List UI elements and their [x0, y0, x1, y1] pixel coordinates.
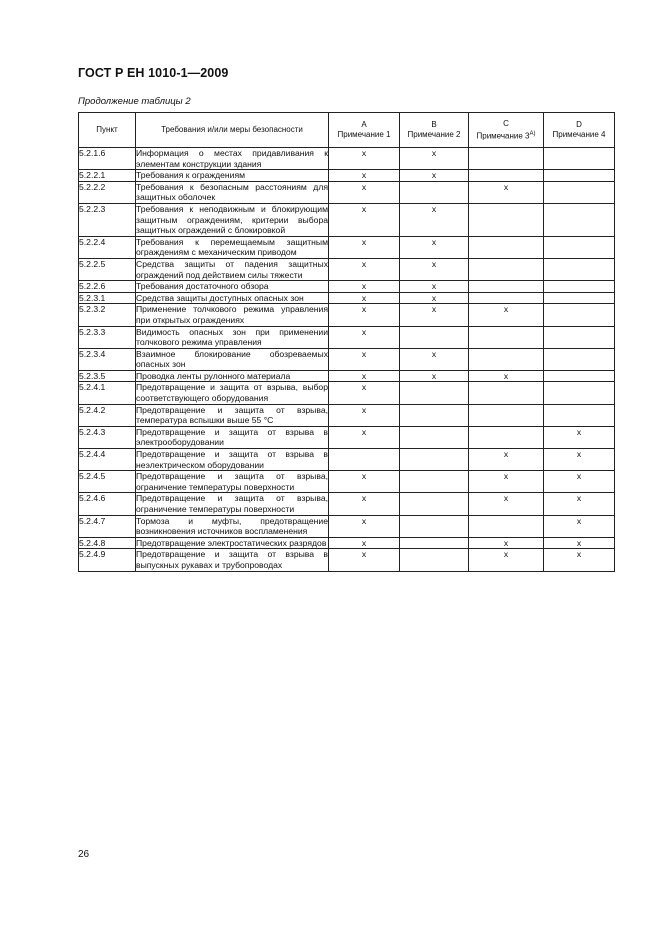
row-mark-a: x: [329, 537, 400, 549]
row-mark-c: [469, 515, 544, 537]
row-mark-b: x: [400, 370, 469, 382]
row-mark-c: [469, 148, 544, 170]
table-row: [79, 326, 615, 348]
row-requirement: Проводка ленты рулонного материала: [136, 370, 329, 382]
row-mark-b: [400, 382, 469, 404]
row-mark-d: [544, 281, 615, 293]
row-mark-a: x: [329, 258, 400, 280]
table-header-row: [79, 113, 615, 148]
row-number: 5.2.4.4: [79, 449, 136, 471]
document-title: ГОСТ Р ЕН 1010-1—2009: [78, 66, 229, 80]
table-row: [79, 404, 615, 426]
row-mark-d: x: [544, 449, 615, 471]
header-d-letter: D: [576, 120, 582, 129]
table-row: [79, 493, 615, 515]
row-mark-b: [400, 181, 469, 203]
row-mark-d: x: [544, 493, 615, 515]
row-mark-c: [469, 326, 544, 348]
row-number: 5.2.3.4: [79, 348, 136, 370]
table-row: [79, 515, 615, 537]
table-row: [79, 449, 615, 471]
row-requirement: Требования к безопасным расстояниям для защитных оболочек: [136, 181, 328, 203]
row-mark-b: [400, 404, 469, 426]
row-mark-d: x: [544, 537, 615, 549]
row-mark-a: x: [329, 181, 400, 203]
row-mark-d: [544, 348, 615, 370]
row-mark-c: x: [469, 304, 544, 326]
row-mark-d: [544, 258, 615, 280]
row-requirement: Тормоза и муфты, предотвращение возникновения источников воспламенения: [136, 515, 328, 537]
row-number: 5.2.2.4: [79, 236, 136, 258]
row-mark-b: [400, 537, 469, 549]
row-mark-b: [400, 449, 469, 471]
row-mark-b: x: [400, 292, 469, 304]
row-mark-a: x: [329, 348, 400, 370]
header-c-note-wrap: [469, 129, 543, 142]
row-mark-c: x: [469, 449, 544, 471]
row-requirement: Предотвращение и защита от взрыва, температура вспышки выше 55 °С: [136, 404, 328, 426]
row-mark-b: [400, 493, 469, 515]
row-number: 5.2.4.2: [79, 404, 136, 426]
row-mark-c: [469, 281, 544, 293]
row-mark-c: [469, 258, 544, 280]
row-mark-c: x: [469, 370, 544, 382]
table-row: [79, 348, 615, 370]
row-mark-a: x: [329, 515, 400, 537]
table-row: [79, 148, 615, 170]
row-mark-b: x: [400, 170, 469, 182]
row-mark-d: [544, 382, 615, 404]
table-row: [79, 281, 615, 293]
row-requirement: Требования к неподвижным и блокирующим защитным ограждениям, критерии выбора защитных ограждений с блокировкой: [136, 203, 328, 236]
header-d: [544, 113, 615, 148]
row-mark-b: x: [400, 236, 469, 258]
row-number: 5.2.4.1: [79, 382, 136, 404]
header-b-note: Примечание 2: [407, 130, 461, 139]
row-requirement: Средства защиты доступных опасных зон: [136, 292, 329, 304]
row-mark-a: x: [329, 281, 400, 293]
row-requirement: Средства защиты от падения защитных ограждений под действием силы тяжести: [136, 258, 328, 280]
row-requirement: Требования достаточного обзора: [136, 281, 329, 293]
row-mark-d: [544, 236, 615, 258]
header-a: [329, 113, 400, 148]
row-mark-c: [469, 292, 544, 304]
table-body: [79, 148, 615, 572]
header-c: [469, 113, 544, 148]
row-mark-a: x: [329, 382, 400, 404]
row-mark-d: [544, 326, 615, 348]
row-mark-d: [544, 304, 615, 326]
page-number: 26: [78, 849, 90, 860]
row-mark-c: [469, 382, 544, 404]
row-number: 5.2.3.3: [79, 326, 136, 348]
row-mark-c: [469, 348, 544, 370]
table-row: [79, 370, 615, 382]
row-mark-b: [400, 326, 469, 348]
row-mark-d: x: [544, 549, 615, 571]
row-requirement: Взаимное блокирование обозреваемых опасных зон: [136, 348, 328, 370]
requirements-table: [78, 112, 615, 572]
row-requirement: Информация о местах придавливания к элементам конструкции здания: [136, 148, 328, 169]
row-mark-a: x: [329, 292, 400, 304]
row-requirement: Предотвращение электростатических разрядов: [136, 537, 329, 549]
row-number: 5.2.2.3: [79, 203, 136, 236]
header-a-letter: A: [361, 120, 367, 129]
row-number: 5.2.4.6: [79, 493, 136, 515]
table-row: [79, 426, 615, 448]
row-mark-b: [400, 515, 469, 537]
row-mark-c: x: [469, 493, 544, 515]
row-requirement: Предотвращение и защита от взрыва, ограничение температуры поверхности: [136, 471, 328, 492]
row-requirement: Предотвращение и защита от взрыва, ограничение температуры поверхности: [136, 493, 328, 514]
table-caption: Продолжение таблицы 2: [78, 96, 191, 107]
header-a-note: Примечание 1: [337, 130, 391, 139]
row-mark-a: x: [329, 326, 400, 348]
row-mark-b: x: [400, 348, 469, 370]
header-req-label: Требования и/или меры безопасности: [161, 125, 303, 134]
row-mark-a: x: [329, 404, 400, 426]
row-mark-a: x: [329, 304, 400, 326]
header-c-letter: C: [503, 118, 509, 128]
row-mark-b: x: [400, 203, 469, 236]
row-requirement: Видимость опасных зон при применении толчкового режима управления: [136, 326, 328, 348]
header-c-sup: A): [529, 130, 536, 137]
header-num-label: Пункт: [96, 125, 118, 134]
row-mark-b: x: [400, 258, 469, 280]
row-mark-b: x: [400, 148, 469, 170]
row-mark-a: x: [329, 471, 400, 493]
row-requirement: Требования к перемещаемым защитным ограждениям с механическим приводом: [136, 236, 328, 258]
row-mark-b: x: [400, 281, 469, 293]
row-number: 5.2.2.2: [79, 181, 136, 203]
table-row: [79, 549, 615, 571]
row-requirement: Требования к ограждениям: [136, 170, 329, 182]
row-mark-c: x: [469, 471, 544, 493]
header-b: [400, 113, 469, 148]
row-number: 5.2.3.5: [79, 370, 136, 382]
row-mark-a: x: [329, 170, 400, 182]
row-mark-d: [544, 292, 615, 304]
row-mark-c: x: [469, 181, 544, 203]
row-mark-b: x: [400, 304, 469, 326]
row-number: 5.2.2.5: [79, 258, 136, 280]
row-number: 5.2.1.6: [79, 148, 136, 170]
row-requirement: Предотвращение и защита от взрыва в неэлектрическом оборудовании: [136, 449, 328, 470]
row-mark-d: x: [544, 515, 615, 537]
header-num: [79, 113, 136, 148]
table-row: [79, 471, 615, 493]
row-number: 5.2.4.9: [79, 549, 136, 571]
row-mark-c: [469, 426, 544, 448]
row-number: 5.2.4.7: [79, 515, 136, 537]
row-mark-b: [400, 549, 469, 571]
row-number: 5.2.2.1: [79, 170, 136, 182]
row-mark-a: x: [329, 148, 400, 170]
row-mark-a: [329, 449, 400, 471]
table-row: [79, 181, 615, 203]
row-mark-a: x: [329, 493, 400, 515]
row-mark-b: [400, 426, 469, 448]
row-number: 5.2.4.8: [79, 537, 136, 549]
row-number: 5.2.3.1: [79, 292, 136, 304]
header-d-note: Примечание 4: [552, 130, 606, 139]
row-mark-d: x: [544, 426, 615, 448]
row-mark-d: x: [544, 471, 615, 493]
table-row: [79, 304, 615, 326]
row-mark-a: x: [329, 203, 400, 236]
row-mark-c: x: [469, 549, 544, 571]
table-row: [79, 292, 615, 304]
table-row: [79, 236, 615, 258]
row-mark-a: x: [329, 236, 400, 258]
row-number: 5.2.4.5: [79, 471, 136, 493]
row-mark-c: [469, 170, 544, 182]
table-row: [79, 170, 615, 182]
row-number: 5.2.3.2: [79, 304, 136, 326]
row-requirement: Предотвращение и защита от взрыва в выпускных рукавах и трубопроводах: [136, 549, 328, 570]
table-row: [79, 382, 615, 404]
row-requirement: Применение толчкового режима управления при открытых ограждениях: [136, 304, 328, 325]
row-mark-d: [544, 170, 615, 182]
row-mark-b: [400, 471, 469, 493]
header-b-letter: B: [431, 120, 437, 129]
row-mark-c: x: [469, 537, 544, 549]
row-mark-a: x: [329, 426, 400, 448]
table-row: [79, 537, 615, 549]
row-mark-c: [469, 404, 544, 426]
row-mark-d: [544, 181, 615, 203]
row-mark-c: [469, 236, 544, 258]
row-mark-c: [469, 203, 544, 236]
row-mark-d: [544, 148, 615, 170]
row-requirement: Предотвращение и защита от взрыва, выбор соответствующего оборудования: [136, 382, 328, 404]
table-row: [79, 258, 615, 280]
row-mark-d: [544, 370, 615, 382]
row-mark-d: [544, 203, 615, 236]
table-row: [79, 203, 615, 236]
header-c-note: Примечание 3: [476, 131, 530, 141]
row-number: 5.2.2.6: [79, 281, 136, 293]
row-number: 5.2.4.3: [79, 426, 136, 448]
row-mark-a: x: [329, 370, 400, 382]
row-mark-a: x: [329, 549, 400, 571]
row-requirement: Предотвращение и защита от взрыва в электрооборудовании: [136, 426, 328, 448]
header-req: [136, 113, 329, 148]
row-mark-d: [544, 404, 615, 426]
